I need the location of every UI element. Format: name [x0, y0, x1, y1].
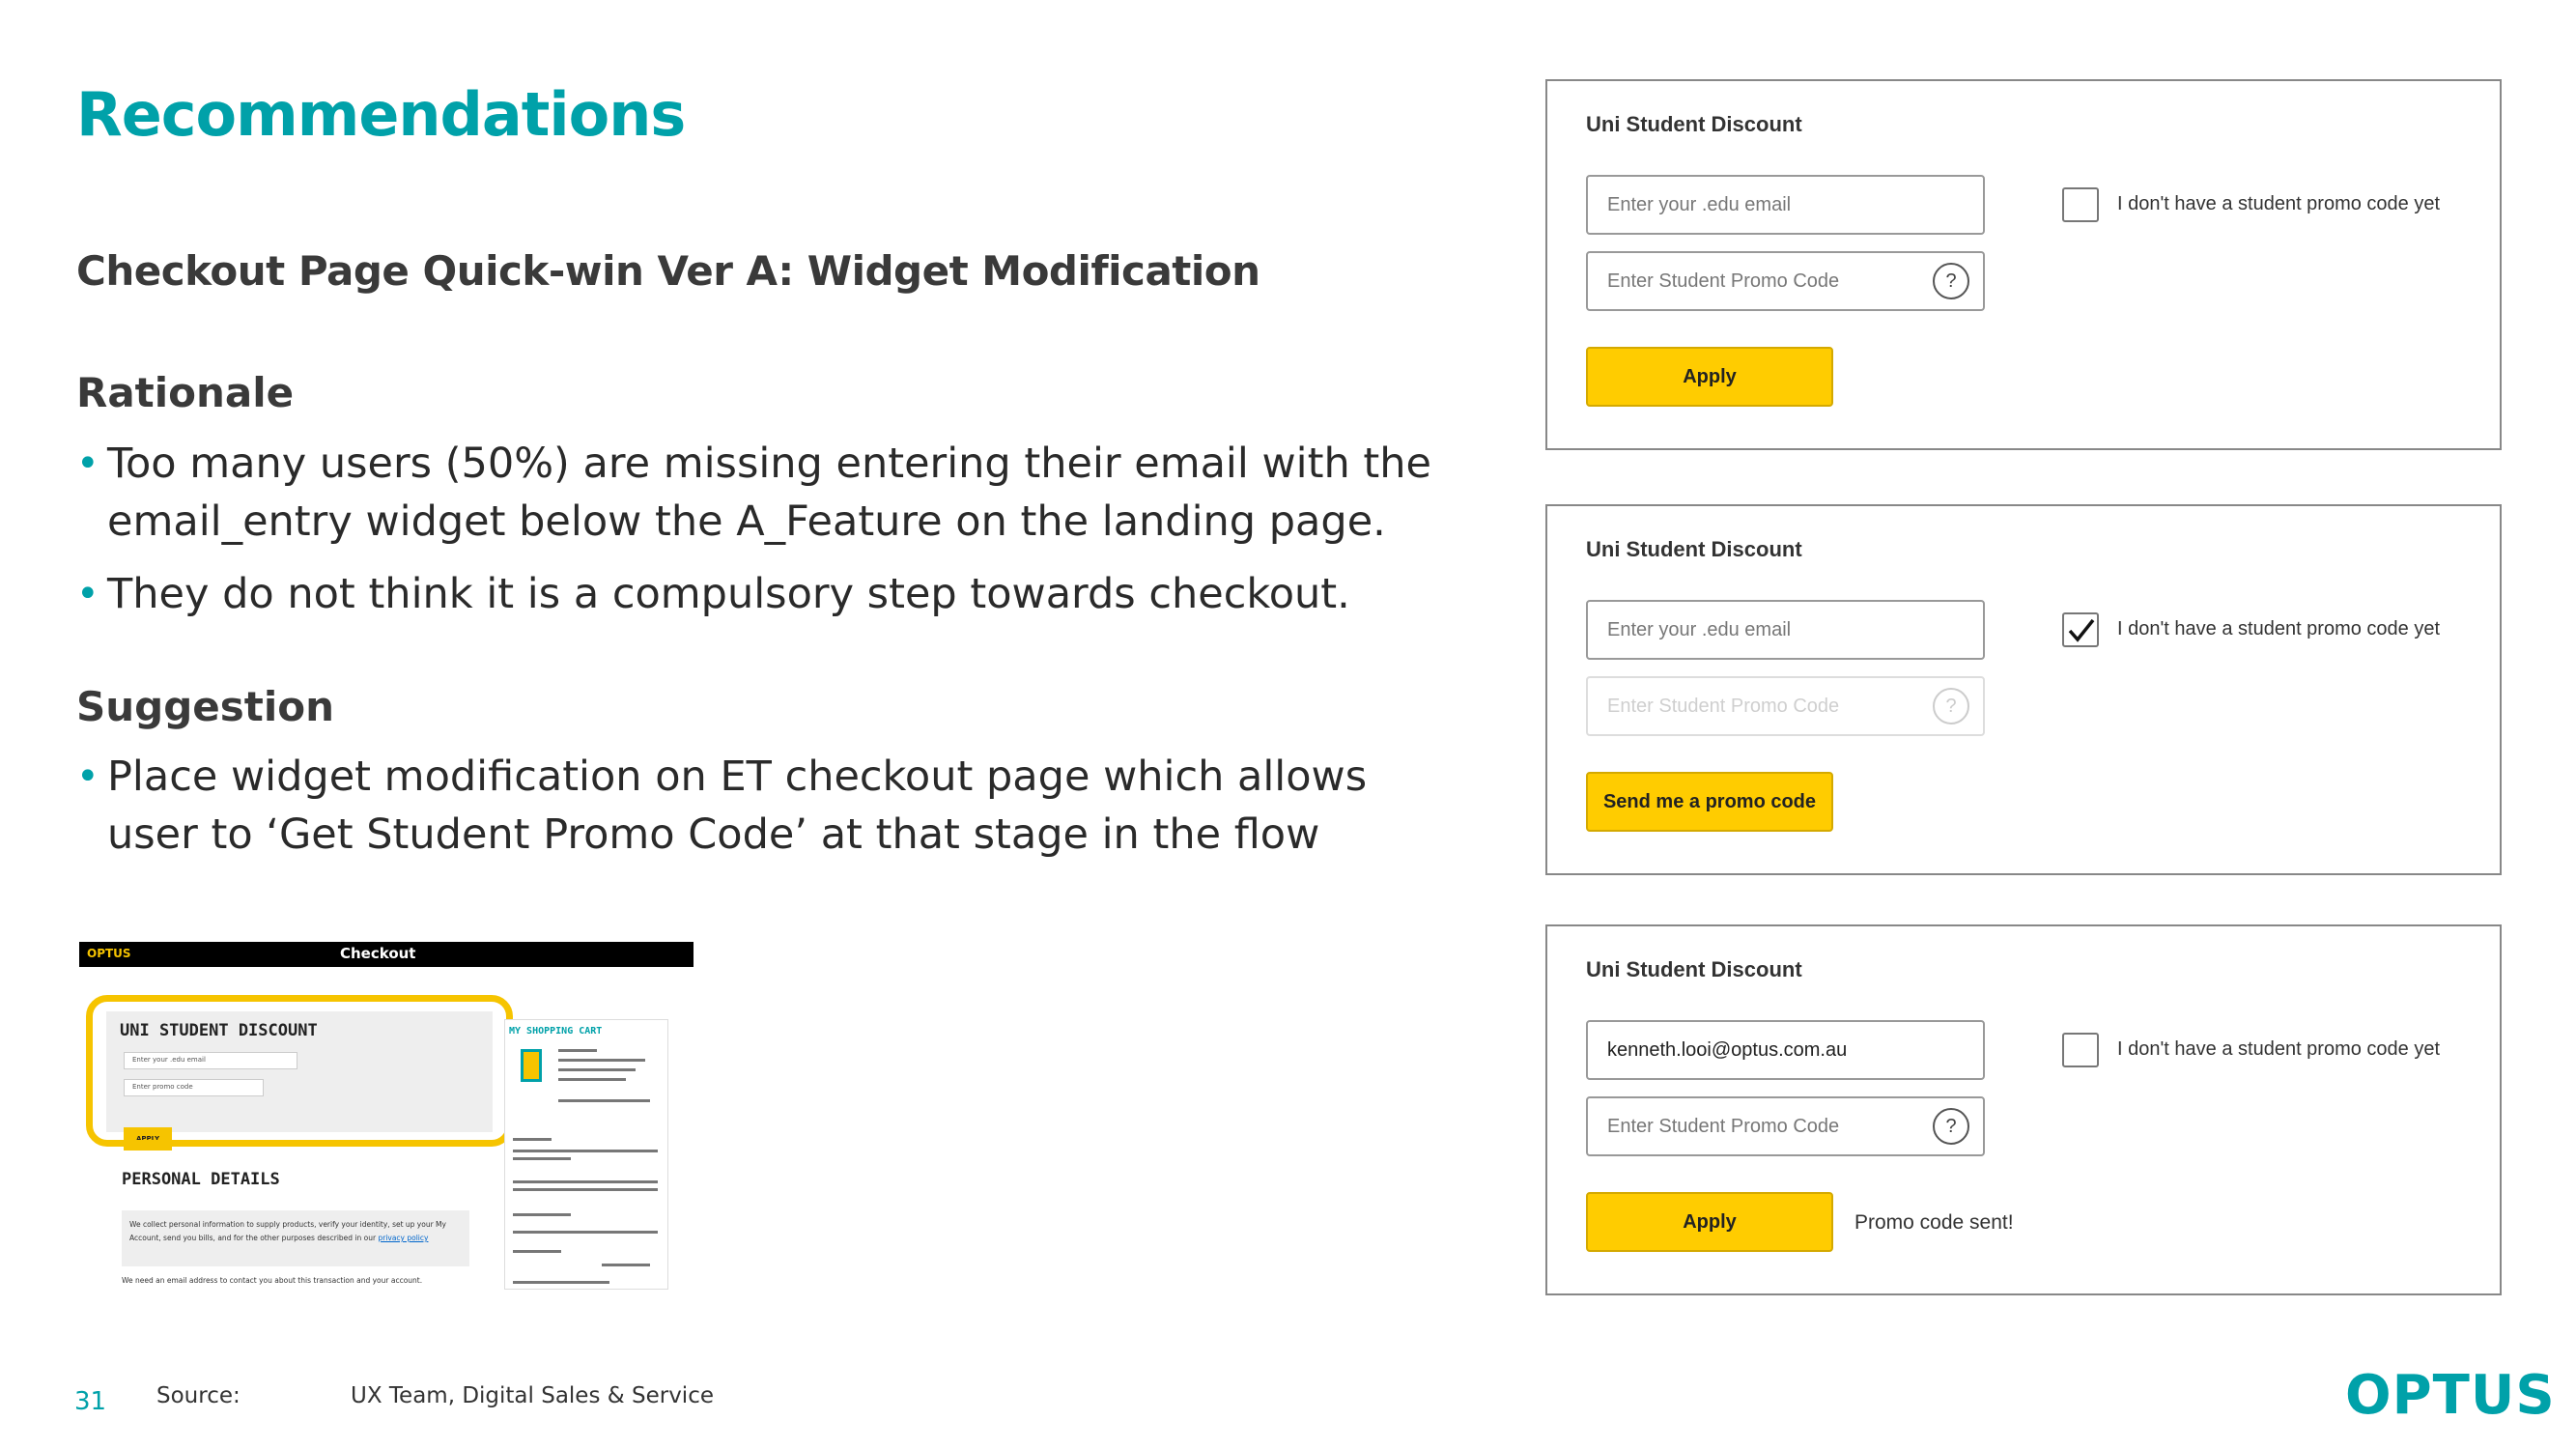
checkout-thumbnail [79, 942, 694, 1309]
bullet-dot: • [76, 572, 99, 616]
promo-code-input[interactable] [1586, 676, 1985, 736]
email-input[interactable]: Enter your .edu email [1586, 600, 1985, 660]
bullet-dot: • [76, 441, 99, 486]
bullet-dot: • [76, 754, 99, 799]
thumbnail-highlight-outline [86, 995, 513, 1147]
cart-text-line [513, 1281, 609, 1284]
student-discount-widget [1545, 924, 2502, 1295]
rationale-bullet-text: They do not think it is a compulsory step towards checkout. [107, 570, 1350, 618]
cart-text-line [513, 1250, 561, 1253]
promo-code-input[interactable] [1586, 251, 1985, 311]
promo-sent-status: Promo code sent! [1854, 1211, 2014, 1234]
thumbnail-apply-button: APPLY [124, 1127, 172, 1151]
suggestion-heading: Suggestion [76, 683, 334, 730]
thumbnail-promo-input: Enter promo code [124, 1079, 264, 1096]
optus-logo: OPTUS [2345, 1364, 2556, 1427]
cart-text-line [513, 1180, 658, 1183]
no-promo-checkbox-label: I don't have a student promo code yet [2117, 1038, 2441, 1060]
thumbnail-brand: OPTUS [87, 947, 131, 960]
rationale-bullet [76, 435, 1467, 551]
thumbnail-personal-heading: PERSONAL DETAILS [122, 1170, 280, 1189]
email-input[interactable]: kenneth.looi@optus.com.au [1586, 1020, 1985, 1080]
thumbnail-privacy-link: privacy policy [378, 1234, 429, 1242]
student-discount-widget [1545, 504, 2502, 875]
cart-text-line [513, 1150, 658, 1152]
send-promo-code-button[interactable]: Send me a promo code [1586, 772, 1833, 832]
cart-text-line [558, 1059, 645, 1062]
promo-code-placeholder: Enter Student Promo Code [1607, 695, 1840, 717]
cart-text-line [513, 1213, 571, 1216]
rationale-heading: Rationale [76, 369, 295, 416]
sim-card-icon [521, 1049, 542, 1082]
thumbnail-shopping-cart [504, 1019, 668, 1290]
cart-text-line [513, 1138, 552, 1141]
cart-text-line [558, 1078, 626, 1081]
promo-code-placeholder: Enter Student Promo Code [1607, 1115, 1840, 1137]
apply-button[interactable]: Apply [1586, 1192, 1833, 1252]
widget-title: Uni Student Discount [1586, 537, 1802, 561]
slide-subtitle: Checkout Page Quick-win Ver A: Widget Modification [76, 247, 1260, 295]
source-text: UX Team, Digital Sales & Service [351, 1383, 714, 1408]
thumbnail-cart-heading: MY SHOPPING CART [509, 1026, 603, 1037]
help-icon[interactable]: ? [1933, 688, 1969, 724]
slide-title: Recommendations [76, 79, 686, 150]
thumbnail-email-input: Enter your .edu email [124, 1052, 297, 1069]
promo-code-placeholder: Enter Student Promo Code [1607, 270, 1840, 292]
cart-text-line [558, 1099, 650, 1102]
apply-button[interactable]: Apply [1586, 347, 1833, 407]
help-icon[interactable]: ? [1933, 1108, 1969, 1145]
cart-text-line [513, 1157, 571, 1160]
thumbnail-bar-title: Checkout [340, 945, 416, 962]
cart-text-line [513, 1188, 658, 1191]
student-discount-widget [1545, 79, 2502, 450]
cart-text-line [558, 1049, 597, 1052]
page-number: 31 [74, 1387, 107, 1416]
rationale-list [76, 435, 1467, 638]
email-input[interactable]: Enter your .edu email [1586, 175, 1985, 235]
cart-text-line [513, 1231, 658, 1234]
no-promo-checkbox-label: I don't have a student promo code yet [2117, 618, 2441, 639]
suggestion-bullet [76, 748, 1467, 864]
checkmark-icon [2067, 616, 2096, 645]
rationale-bullet-text: Too many users (50%) are missing entering their email with the email_entry widget below the A_Feature on the landing page. [107, 440, 1431, 546]
thumbnail-personal-text [122, 1210, 469, 1266]
suggestion-bullet-text: Place widget modification on ET checkout page which allows user to ‘Get Student Promo Code’ at that stage in the flow [107, 753, 1368, 859]
no-promo-checkbox[interactable] [2062, 612, 2099, 647]
cart-text-line [602, 1264, 650, 1266]
suggestion-list [76, 748, 1467, 878]
rationale-bullet [76, 565, 1467, 623]
source-label: Source: [156, 1383, 241, 1408]
no-promo-checkbox-label: I don't have a student promo code yet [2117, 193, 2441, 214]
promo-code-input[interactable] [1586, 1096, 1985, 1156]
no-promo-checkbox[interactable] [2062, 187, 2099, 222]
help-icon[interactable]: ? [1933, 263, 1969, 299]
thumbnail-card-heading: UNI STUDENT DISCOUNT [120, 1021, 318, 1040]
thumbnail-personal-copy: We collect personal information to supply products, verify your identity, set up your My Account, send you bills, and for the other purposes described in our [129, 1220, 446, 1242]
no-promo-checkbox[interactable] [2062, 1033, 2099, 1067]
widget-title: Uni Student Discount [1586, 112, 1802, 136]
thumbnail-personal-note: We need an email address to contact you about this transaction and your account. [122, 1276, 423, 1285]
thumbnail-header-bar [79, 942, 694, 967]
cart-text-line [558, 1068, 636, 1071]
widget-title: Uni Student Discount [1586, 957, 1802, 981]
